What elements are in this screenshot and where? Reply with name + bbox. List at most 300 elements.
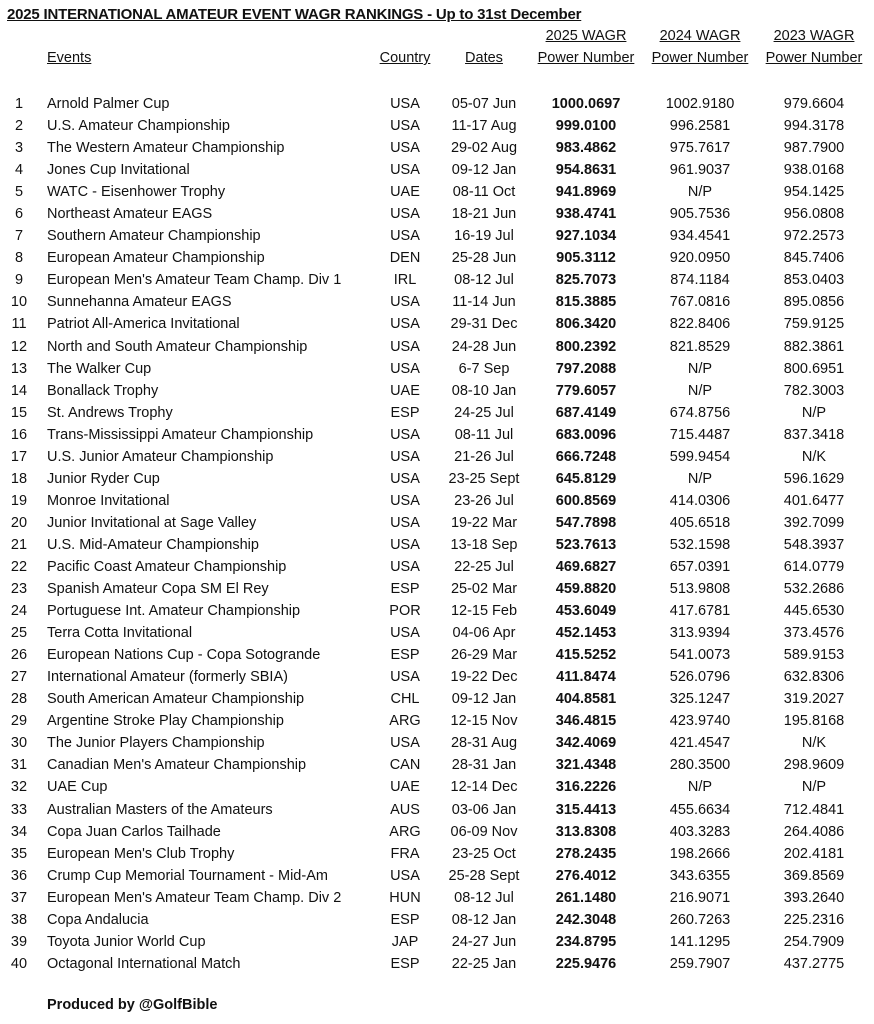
event-name-cell: North and South Amateur Championship <box>47 338 308 355</box>
event-name-cell: European Men's Amateur Team Champ. Div 1 <box>47 272 342 289</box>
wagr-2023-cell: N/P <box>801 404 827 421</box>
rank-cell: 8 <box>14 250 24 267</box>
dates-cell: 13-18 Sep <box>450 536 518 553</box>
wagr-2025-cell: 666.7248 <box>555 448 617 465</box>
event-name-cell: UAE Cup <box>47 779 108 796</box>
wagr-2023-cell: 954.1425 <box>783 184 845 201</box>
wagr-2025-cell: 547.7898 <box>555 514 617 531</box>
event-name-cell: Pacific Coast Amateur Championship <box>47 558 287 575</box>
wagr-2023-cell: 800.6951 <box>783 360 845 377</box>
country-cell: ARG <box>389 713 421 730</box>
country-cell: USA <box>390 448 420 465</box>
rank-cell: 40 <box>10 955 28 972</box>
table-row <box>0 644 874 666</box>
event-name-cell: European Nations Cup - Copa Sotogrande <box>47 647 321 664</box>
wagr-2023-cell: N/K <box>801 735 827 752</box>
event-name-cell: Australian Masters of the Amateurs <box>47 801 273 818</box>
country-cell: IRL <box>393 272 417 289</box>
dates-cell: 23-25 Oct <box>452 845 516 862</box>
table-row <box>0 600 874 622</box>
wagr-2025-cell: 469.6827 <box>555 558 617 575</box>
table-row <box>0 754 874 776</box>
country-cell: USA <box>390 118 420 135</box>
event-name-cell: Patriot All-America Invitational <box>47 316 240 333</box>
country-cell: USA <box>390 162 420 179</box>
country-cell: USA <box>390 294 420 311</box>
country-cell: USA <box>390 625 420 642</box>
event-name-cell: Terra Cotta Invitational <box>47 625 193 642</box>
table-row <box>0 269 874 291</box>
dates-cell: 28-31 Aug <box>450 735 518 752</box>
dates-cell: 06-09 Nov <box>450 823 518 840</box>
wagr-2023-cell: 589.9153 <box>783 647 845 664</box>
dates-cell: 08-12 Jan <box>451 911 517 928</box>
country-cell: JAP <box>391 933 419 950</box>
dates-cell: 25-28 Sept <box>448 867 520 884</box>
rank-cell: 9 <box>14 272 24 289</box>
dates-cell: 22-25 Jul <box>454 558 514 575</box>
wagr-2025-cell: 825.7073 <box>555 272 617 289</box>
wagr-2024-cell: 405.6518 <box>669 514 731 531</box>
wagr-2023-cell: N/K <box>801 448 827 465</box>
dates-cell: 25-28 Jun <box>451 250 517 267</box>
wagr-2023-cell: 632.8306 <box>783 669 845 686</box>
wagr-2023-cell: 956.0808 <box>783 206 845 223</box>
dates-cell: 11-14 Jun <box>452 294 516 311</box>
country-cell: USA <box>390 228 420 245</box>
table-row <box>0 799 874 821</box>
country-cell: ESP <box>390 404 420 421</box>
wagr-2025-cell: 234.8795 <box>555 933 617 950</box>
wagr-2025-cell: 313.8308 <box>555 823 617 840</box>
country-cell: USA <box>390 140 420 157</box>
event-name-cell: Northeast Amateur EAGS <box>47 206 213 223</box>
dates-cell: 12-15 Nov <box>450 713 518 730</box>
rank-cell: 30 <box>10 735 28 752</box>
wagr-2023-cell: 393.2640 <box>783 889 845 906</box>
wagr-2024-cell: 920.0950 <box>669 250 731 267</box>
wagr-2025-cell: 938.4741 <box>555 206 617 223</box>
country-cell: USA <box>390 735 420 752</box>
event-name-cell: St. Andrews Trophy <box>47 404 173 421</box>
wagr-2024-cell: 421.4547 <box>669 735 731 752</box>
rankings-table <box>0 93 874 975</box>
country-cell: FRA <box>390 845 420 862</box>
wagr-2024-cell: 280.3500 <box>669 757 731 774</box>
rank-cell: 15 <box>10 404 28 421</box>
wagr-2025-cell: 683.0096 <box>555 426 617 443</box>
event-name-cell: European Men's Club Trophy <box>47 845 235 862</box>
event-name-cell: U.S. Amateur Championship <box>47 118 230 135</box>
wagr-2025-cell: 276.4012 <box>555 867 617 884</box>
wagr-2023-cell: 759.9125 <box>783 316 845 333</box>
wagr-2023-cell: 373.4576 <box>783 625 845 642</box>
table-row <box>0 380 874 402</box>
page-title: 2025 INTERNATIONAL AMATEUR EVENT WAGR RANKINGS - Up to 31st December <box>7 6 582 23</box>
table-row <box>0 446 874 468</box>
wagr-2024-cell: 541.0073 <box>669 647 731 664</box>
wagr-2024-cell: 996.2581 <box>669 118 731 135</box>
rank-cell: 36 <box>10 867 28 884</box>
rank-cell: 23 <box>10 581 28 598</box>
dates-cell: 26-29 Mar <box>450 647 518 664</box>
wagr-2024-cell: 526.0796 <box>669 669 731 686</box>
table-row <box>0 291 874 313</box>
table-row <box>0 865 874 887</box>
wagr-2025-cell: 261.1480 <box>555 889 617 906</box>
wagr-2025-cell: 316.2226 <box>555 779 617 796</box>
header-wagr-2023-year: 2023 WAGR <box>773 28 855 44</box>
wagr-2023-cell: 987.7900 <box>783 140 845 157</box>
dates-cell: 23-26 Jul <box>454 492 514 509</box>
dates-cell: 29-02 Aug <box>450 140 518 157</box>
wagr-2024-cell: 216.9071 <box>669 889 731 906</box>
dates-cell: 19-22 Dec <box>450 669 518 686</box>
rank-cell: 21 <box>10 536 28 553</box>
table-row <box>0 512 874 534</box>
rank-cell: 3 <box>14 140 24 157</box>
wagr-2023-cell: 392.7099 <box>783 514 845 531</box>
dates-cell: 24-28 Jun <box>451 338 517 355</box>
event-name-cell: WATC - Eisenhower Trophy <box>47 184 226 201</box>
wagr-2025-cell: 800.2392 <box>555 338 617 355</box>
wagr-2025-cell: 459.8820 <box>555 581 617 598</box>
table-row <box>0 887 874 909</box>
event-name-cell: U.S. Junior Amateur Championship <box>47 448 274 465</box>
wagr-2023-cell: 369.8569 <box>783 867 845 884</box>
country-cell: POR <box>389 603 421 620</box>
rank-cell: 6 <box>14 206 24 223</box>
wagr-2023-cell: 938.0168 <box>783 162 845 179</box>
rank-cell: 10 <box>10 294 28 311</box>
header-dates: Dates <box>465 50 503 66</box>
wagr-2025-cell: 941.8969 <box>555 184 617 201</box>
rank-cell: 37 <box>10 889 28 906</box>
table-row <box>0 181 874 203</box>
wagr-2023-cell: 845.7406 <box>783 250 845 267</box>
header-wagr-2024-year: 2024 WAGR <box>659 28 741 44</box>
wagr-2024-cell: 674.8756 <box>669 404 731 421</box>
wagr-2023-cell: 853.0403 <box>783 272 845 289</box>
wagr-2024-cell: 414.0306 <box>669 492 731 509</box>
table-row <box>0 424 874 446</box>
country-cell: ESP <box>390 581 420 598</box>
table-row <box>0 93 874 115</box>
event-name-cell: International Amateur (formerly SBIA) <box>47 669 288 686</box>
wagr-2023-cell: 202.4181 <box>783 845 845 862</box>
dates-cell: 12-15 Feb <box>450 603 518 620</box>
event-name-cell: Arnold Palmer Cup <box>47 96 170 112</box>
table-row <box>0 688 874 710</box>
dates-cell: 6-7 Sep <box>458 360 510 377</box>
table-row <box>0 247 874 269</box>
wagr-2024-cell: 455.6634 <box>669 801 731 818</box>
country-cell: USA <box>390 514 420 531</box>
country-cell: USA <box>390 536 420 553</box>
wagr-2024-cell: 403.3283 <box>669 823 731 840</box>
rank-cell: 25 <box>10 625 28 642</box>
country-cell: CAN <box>389 757 421 774</box>
wagr-2024-cell: 260.7263 <box>669 911 731 928</box>
table-row <box>0 203 874 225</box>
table-row <box>0 666 874 688</box>
wagr-2023-cell: 882.3861 <box>783 338 845 355</box>
event-name-cell: Portuguese Int. Amateur Championship <box>47 603 301 620</box>
wagr-2025-cell: 404.8581 <box>555 691 617 708</box>
wagr-2024-cell: 975.7617 <box>669 140 731 157</box>
event-name-cell: Sunnehanna Amateur EAGS <box>47 294 232 311</box>
wagr-2023-cell: 994.3178 <box>783 118 845 135</box>
country-cell: USA <box>390 338 420 355</box>
event-name-cell: The Western Amateur Championship <box>47 140 285 157</box>
table-row <box>0 225 874 247</box>
table-row <box>0 909 874 931</box>
event-name-cell: Copa Andalucia <box>47 911 149 928</box>
dates-cell: 12-14 Dec <box>450 779 518 796</box>
wagr-2025-cell: 411.8474 <box>556 669 616 686</box>
wagr-2025-cell: 815.3885 <box>555 294 617 311</box>
wagr-2024-cell: 313.9394 <box>669 625 731 642</box>
wagr-2024-cell: 657.0391 <box>669 558 731 575</box>
wagr-2024-cell: N/P <box>687 382 713 399</box>
event-name-cell: European Amateur Championship <box>47 250 265 267</box>
wagr-2023-cell: 972.2573 <box>783 228 845 245</box>
wagr-2024-cell: 934.4541 <box>669 228 731 245</box>
table-row <box>0 710 874 732</box>
wagr-2024-cell: 423.9740 <box>669 713 731 730</box>
country-cell: USA <box>390 426 420 443</box>
wagr-2024-cell: 198.2666 <box>669 845 731 862</box>
rank-cell: 5 <box>14 184 24 201</box>
rank-cell: 35 <box>10 845 28 862</box>
wagr-2024-cell: 513.9808 <box>669 581 731 598</box>
event-name-cell: Octagonal International Match <box>47 955 241 972</box>
wagr-2023-cell: 596.1629 <box>783 470 845 487</box>
dates-cell: 08-12 Jul <box>454 272 514 289</box>
event-name-cell: The Junior Players Championship <box>47 735 265 752</box>
wagr-2023-cell: 895.0856 <box>783 294 845 311</box>
wagr-2024-cell: N/P <box>687 184 713 201</box>
wagr-2025-cell: 927.1034 <box>555 228 617 245</box>
event-name-cell: Junior Ryder Cup <box>47 470 160 487</box>
wagr-2023-cell: 195.8168 <box>783 713 845 730</box>
table-row <box>0 336 874 358</box>
event-name-cell: U.S. Mid-Amateur Championship <box>47 536 259 553</box>
rank-cell: 31 <box>10 757 28 774</box>
event-name-cell: Canadian Men's Amateur Championship <box>47 757 307 774</box>
wagr-2023-cell: 532.2686 <box>783 581 845 598</box>
rank-cell: 33 <box>10 801 28 818</box>
country-cell: USA <box>390 360 420 377</box>
country-cell: USA <box>390 558 420 575</box>
event-name-cell: Toyota Junior World Cup <box>47 933 206 950</box>
rank-cell: 17 <box>10 448 28 465</box>
dates-cell: 29-31 Dec <box>450 316 518 333</box>
event-name-cell: Argentine Stroke Play Championship <box>47 713 284 730</box>
table-row <box>0 159 874 181</box>
table-row <box>0 490 874 512</box>
wagr-2025-cell: 452.1453 <box>555 625 617 642</box>
country-cell: USA <box>390 96 420 112</box>
wagr-2023-cell: N/P <box>801 779 827 796</box>
wagr-2024-cell: 325.1247 <box>669 691 731 708</box>
rank-cell: 22 <box>10 558 28 575</box>
wagr-2024-cell: 961.9037 <box>669 162 731 179</box>
wagr-2024-cell: 905.7536 <box>669 206 731 223</box>
dates-cell: 08-10 Jan <box>451 382 517 399</box>
wagr-2025-cell: 278.2435 <box>555 845 617 862</box>
wagr-2025-cell: 905.3112 <box>556 250 616 267</box>
header-events: Events <box>47 50 92 66</box>
header-country: Country <box>379 50 431 66</box>
rank-cell: 12 <box>10 338 28 355</box>
table-row <box>0 313 874 335</box>
wagr-2024-cell: 821.8529 <box>669 338 731 355</box>
country-cell: ESP <box>390 647 420 664</box>
dates-cell: 24-27 Jun <box>451 933 517 950</box>
wagr-2024-cell: 259.7907 <box>669 955 731 972</box>
wagr-2024-cell: 767.0816 <box>669 294 731 311</box>
table-row <box>0 115 874 137</box>
rank-cell: 19 <box>10 492 28 509</box>
wagr-2023-cell: 782.3003 <box>783 382 845 399</box>
country-cell: USA <box>390 206 420 223</box>
dates-cell: 11-17 Aug <box>451 118 517 135</box>
footer-credit: Produced by @GolfBible <box>47 997 218 1013</box>
wagr-2023-cell: 979.6604 <box>783 96 845 112</box>
dates-cell: 21-26 Jul <box>454 448 514 465</box>
dates-cell: 23-25 Sept <box>448 470 520 487</box>
event-name-cell: Monroe Invitational <box>47 492 170 509</box>
rank-cell: 7 <box>14 228 24 245</box>
event-name-cell: Crump Cup Memorial Tournament - Mid-Am <box>47 867 328 884</box>
table-row <box>0 776 874 798</box>
wagr-2025-cell: 797.2088 <box>555 360 617 377</box>
dates-cell: 08-11 Jul <box>454 426 514 443</box>
dates-cell: 19-22 Mar <box>450 514 518 531</box>
header-wagr-2025-label: Power Number <box>537 50 635 66</box>
wagr-2025-cell: 600.8569 <box>555 492 617 509</box>
rank-cell: 2 <box>14 118 24 135</box>
header-wagr-2023-label: Power Number <box>765 50 863 66</box>
event-name-cell: Bonallack Trophy <box>47 382 159 399</box>
wagr-2024-cell: 532.1598 <box>669 536 731 553</box>
table-row <box>0 137 874 159</box>
table-row <box>0 534 874 556</box>
wagr-2024-cell: 599.9454 <box>669 448 731 465</box>
country-cell: ESP <box>390 955 420 972</box>
event-name-cell: Spanish Amateur Copa SM El Rey <box>47 581 269 598</box>
wagr-2024-cell: N/P <box>687 470 713 487</box>
wagr-2025-cell: 321.4348 <box>555 757 617 774</box>
rank-cell: 18 <box>10 470 28 487</box>
country-cell: UAE <box>390 382 420 399</box>
rank-cell: 24 <box>10 603 28 620</box>
wagr-2025-cell: 342.4069 <box>555 735 617 752</box>
event-name-cell: The Walker Cup <box>47 360 152 377</box>
rank-cell: 11 <box>11 316 27 333</box>
table-row <box>0 732 874 754</box>
dates-cell: 03-06 Jan <box>451 801 517 818</box>
wagr-2025-cell: 954.8631 <box>555 162 617 179</box>
wagr-2024-cell: 1002.9180 <box>665 96 735 112</box>
dates-cell: 08-11 Oct <box>452 184 516 201</box>
table-row <box>0 358 874 380</box>
country-cell: USA <box>390 316 420 333</box>
dates-cell: 04-06 Apr <box>452 625 516 642</box>
table-row <box>0 843 874 865</box>
wagr-2023-cell: 837.3418 <box>783 426 845 443</box>
dates-cell: 18-21 Jun <box>451 206 517 223</box>
country-cell: ARG <box>389 823 421 840</box>
event-name-cell: Copa Juan Carlos Tailhade <box>47 823 221 840</box>
wagr-2023-cell: 264.4086 <box>783 823 845 840</box>
event-name-cell: Southern Amateur Championship <box>47 228 261 245</box>
dates-cell: 09-12 Jan <box>451 691 517 708</box>
dates-cell: 22-25 Jan <box>451 955 517 972</box>
wagr-2025-cell: 415.5252 <box>555 647 617 664</box>
event-name-cell: South American Amateur Championship <box>47 691 305 708</box>
country-cell: ESP <box>390 911 420 928</box>
dates-cell: 09-12 Jan <box>451 162 517 179</box>
country-cell: USA <box>390 867 420 884</box>
rank-cell: 4 <box>14 162 24 179</box>
dates-cell: 24-25 Jul <box>454 404 514 421</box>
country-cell: CHL <box>390 691 420 708</box>
rank-cell: 32 <box>10 779 28 796</box>
wagr-2023-cell: 712.4841 <box>783 801 845 818</box>
wagr-2023-cell: 254.7909 <box>783 933 845 950</box>
wagr-2025-cell: 645.8129 <box>555 470 617 487</box>
wagr-2023-cell: 298.9609 <box>783 757 845 774</box>
wagr-2023-cell: 437.2775 <box>783 955 845 972</box>
table-row <box>0 556 874 578</box>
wagr-2025-cell: 315.4413 <box>555 801 617 818</box>
table-row <box>0 468 874 490</box>
country-cell: DEN <box>389 250 421 267</box>
event-name-cell: Jones Cup Invitational <box>47 162 190 179</box>
table-row <box>0 578 874 600</box>
wagr-2024-cell: 822.8406 <box>669 316 731 333</box>
rank-cell: 29 <box>10 713 28 730</box>
dates-cell: 28-31 Jan <box>451 757 517 774</box>
wagr-2025-cell: 1000.0697 <box>551 96 621 112</box>
header-wagr-2025-year: 2025 WAGR <box>545 28 627 44</box>
wagr-2025-cell: 999.0100 <box>555 118 617 135</box>
wagr-2023-cell: 614.0779 <box>783 558 845 575</box>
table-row <box>0 402 874 424</box>
dates-cell: 08-12 Jul <box>454 889 514 906</box>
rank-cell: 13 <box>10 360 28 377</box>
dates-cell: 05-07 Jun <box>451 96 517 112</box>
wagr-2024-cell: 343.6355 <box>669 867 731 884</box>
wagr-2023-cell: 319.2027 <box>783 691 845 708</box>
country-cell: USA <box>390 470 420 487</box>
table-row <box>0 821 874 843</box>
wagr-2024-cell: 417.6781 <box>669 603 731 620</box>
wagr-2025-cell: 806.3420 <box>555 316 617 333</box>
country-cell: UAE <box>390 184 420 201</box>
wagr-2025-cell: 687.4149 <box>555 404 617 421</box>
wagr-2025-cell: 779.6057 <box>555 382 617 399</box>
table-row <box>0 622 874 644</box>
header-wagr-2024-label: Power Number <box>651 50 749 66</box>
country-cell: AUS <box>390 801 420 818</box>
wagr-2024-cell: N/P <box>687 360 713 377</box>
wagr-2024-cell: 874.1184 <box>670 272 730 289</box>
wagr-2025-cell: 346.4815 <box>555 713 617 730</box>
country-cell: USA <box>390 492 420 509</box>
